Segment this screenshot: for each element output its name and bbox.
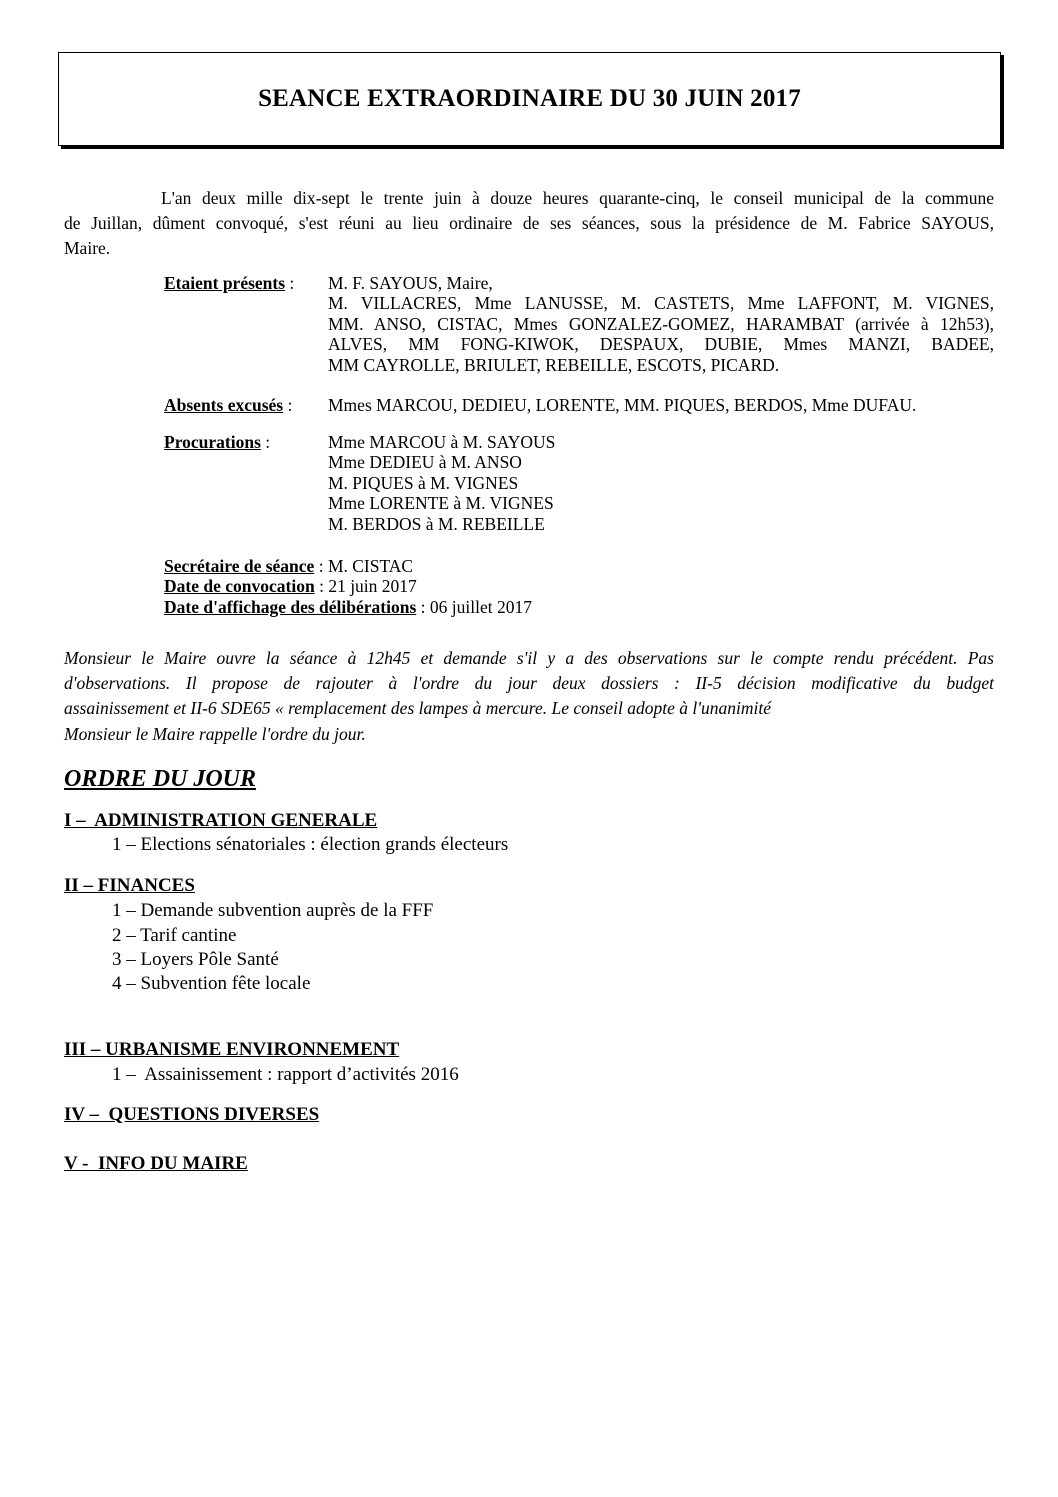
present-line: ALVES, MM FONG-KIWOK, DESPAUX, DUBIE, Mmes MANZI, BADEE,: [328, 334, 994, 355]
secretary-line: Secrétaire de séance : M. CISTAC: [164, 556, 414, 576]
agenda-item: 3 – Loyers Pôle Santé: [112, 949, 279, 970]
opening-line: d'observations. Il propose de rajouter à l'ordre du jour deux dossiers : II-5 décision modificative du budget: [64, 673, 994, 694]
posting-line: Date d'affichage des délibérations : 06 juillet 2017: [164, 596, 532, 617]
opening-line: assainissement et II-6 SDE65 « remplacement des lampes à mercure. Le conseil adopte à l'unanimité: [64, 698, 772, 719]
absent-value: Mmes MARCOU, DEDIEU, LORENTE, MM. PIQUES, BERDOS, Mme DUFAU.: [328, 395, 917, 415]
present-line: M. F. SAYOUS, Maire,: [328, 273, 493, 293]
present-line: MM CAYROLLE, BRIULET, REBEILLE, ESCOTS, PICARD.: [328, 354, 780, 375]
proxy-line: Mme MARCOU à M. SAYOUS: [328, 432, 556, 452]
agenda-item: 1 – Demande subvention auprès de la FFF: [112, 900, 434, 921]
proxy-block: Procurations : Mme MARCOU à M. SAYOUS Mme DEDIEU à M. ANSO M. PIQUES à M. VIGNES Mme LORENTE à M. VIGNES M. BERDOS à M. REBEILLE: [164, 432, 994, 534]
agenda-heading: ORDRE DU JOUR: [64, 766, 257, 792]
section-title: V - INFO DU MAIRE: [64, 1153, 248, 1174]
convocation-label: Date de convocation: [164, 576, 315, 597]
posting-value: 06 juillet 2017: [429, 596, 532, 617]
proxy-line: Mme DEDIEU à M. ANSO: [328, 452, 522, 473]
opening-line: Monsieur le Maire ouvre la séance à 12h45 et demande s'il y a des observations sur le compte rendu précédent. Pas: [64, 648, 994, 668]
agenda-item: 2 – Tarif cantine: [112, 925, 237, 946]
proxy-list: [328, 432, 994, 534]
intro-line-2: de Juillan, dûment convoqué, s'est réuni au lieu ordinaire de ses séances, sous la présidence de M. Fabrice SAYOUS,: [64, 213, 994, 233]
agenda-item: 1 – Elections sénatoriales : élection grands électeurs: [112, 834, 509, 855]
section-title: IV – QUESTIONS DIVERSES: [64, 1104, 320, 1125]
agenda-item: 1 – Assainissement : rapport d’activités 2016: [112, 1064, 459, 1085]
intro-line-3: Maire.: [64, 238, 111, 258]
opening-line: Monsieur le Maire rappelle l'ordre du jour.: [64, 723, 366, 744]
meta-block: [164, 556, 532, 617]
present-line: MM. ANSO, CISTAC, Mmes GONZALEZ-GOMEZ, HARAMBAT (arrivée à 12h53),: [328, 313, 994, 334]
intro-paragraph: [64, 186, 994, 261]
section-title: I – ADMINISTRATION GENERALE: [64, 810, 378, 831]
section-title: III – URBANISME ENVIRONNEMENT: [64, 1039, 400, 1060]
present-list: [328, 273, 994, 375]
proxy-label: Procurations: [164, 432, 261, 452]
section-title: II – FINANCES: [64, 875, 195, 896]
present-line: M. VILLACRES, Mme LANUSSE, M. CASTETS, Mme LAFFONT, M. VIGNES,: [328, 293, 994, 314]
absent-label: Absents excusés: [164, 395, 284, 415]
present-block: Etaient présents : M. F. SAYOUS, Maire, M. VILLACRES, Mme LANUSSE, M. CASTETS, Mme LAFFONT, M. VIGNES, MM. ANSO, CISTAC, Mmes GONZALEZ-GOMEZ, HARAMBAT (arrivée à 12h53), ALVES, MM FONG-KIWOK, DESPAUX, DUBIE, Mmes MANZI, BADEE, MM CAYROLLE, BRIULET, REBEILLE, ESCOTS, PICARD.: [164, 273, 994, 375]
convocation-value: 21 juin 2017: [328, 576, 417, 597]
intro-line-1: L'an deux mille dix-sept le trente juin à douze heures quarante-cinq, le conseil municipal de la commune: [161, 188, 994, 208]
page-title: SEANCE EXTRAORDINAIRE DU 30 JUIN 2017: [258, 85, 801, 112]
convocation-line: Date de convocation : 21 juin 2017: [164, 576, 417, 597]
absent-block: Absents excusés : Mmes MARCOU, DEDIEU, LORENTE, MM. PIQUES, BERDOS, Mme DUFAU.: [164, 395, 994, 416]
agenda-item: 4 – Subvention fête locale: [112, 973, 311, 994]
opening-paragraph: [64, 646, 994, 747]
title-box: [58, 52, 1001, 146]
secretary-label: Secrétaire de séance: [164, 556, 315, 576]
posting-label: Date d'affichage des délibérations: [164, 596, 417, 617]
proxy-line: Mme LORENTE à M. VIGNES: [328, 493, 554, 514]
proxy-line: M. PIQUES à M. VIGNES: [328, 472, 519, 493]
proxy-line: M. BERDOS à M. REBEILLE: [328, 513, 545, 534]
present-label: Etaient présents: [164, 273, 286, 293]
secretary-value: M. CISTAC: [327, 556, 414, 576]
